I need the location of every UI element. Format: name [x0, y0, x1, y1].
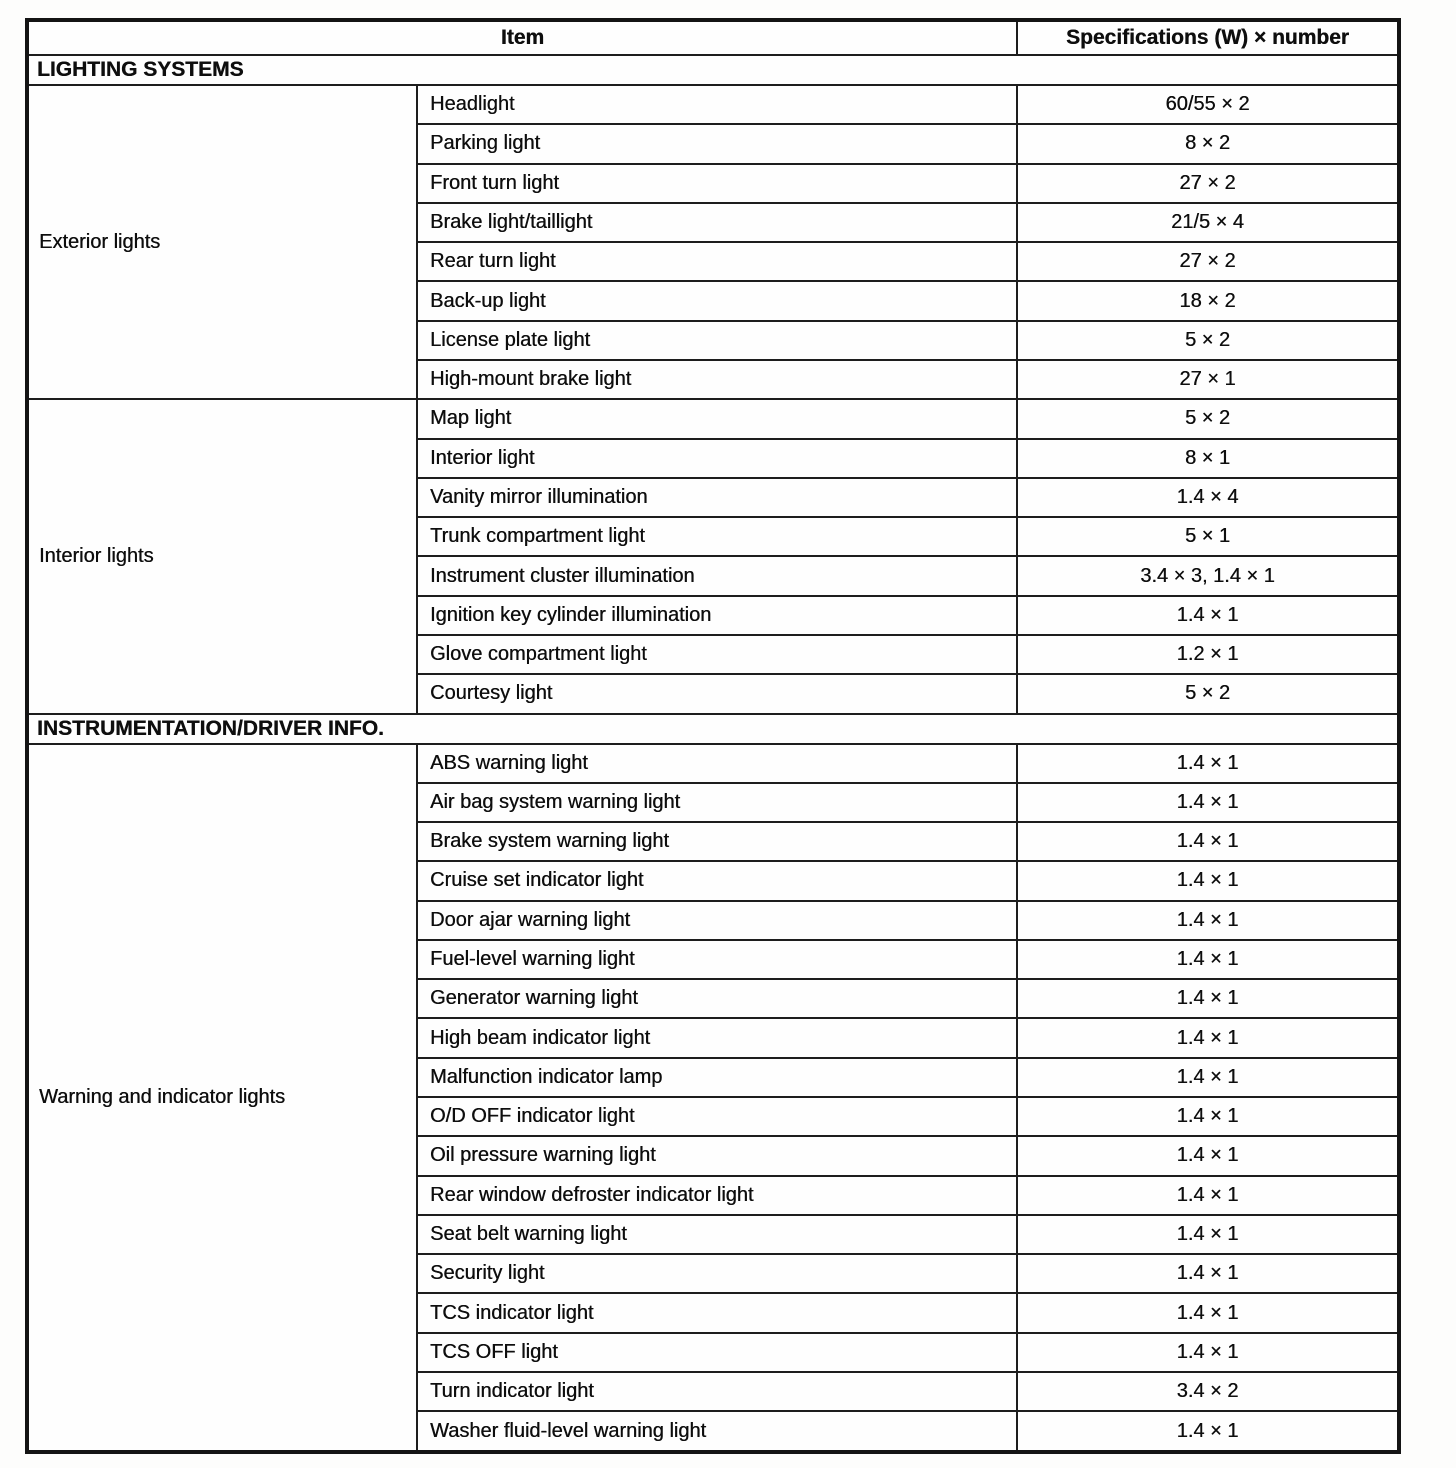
section-header: INSTRUMENTATION/DRIVER INFO.: [27, 714, 1399, 744]
item-cell: Front turn light: [417, 164, 1017, 203]
spec-cell: 60/55 × 2: [1017, 85, 1399, 124]
group-cell: Warning and indicator lights: [27, 744, 417, 1453]
item-cell: O/D OFF indicator light: [417, 1097, 1017, 1136]
spec-cell: 1.4 × 4: [1017, 478, 1399, 517]
spec-cell: 1.4 × 1: [1017, 901, 1399, 940]
spec-cell: 8 × 1: [1017, 439, 1399, 478]
item-cell: License plate light: [417, 321, 1017, 360]
spec-cell: 1.4 × 1: [1017, 744, 1399, 783]
item-cell: Turn indicator light: [417, 1372, 1017, 1411]
item-cell: Rear window defroster indicator light: [417, 1176, 1017, 1215]
item-cell: Cruise set indicator light: [417, 861, 1017, 900]
item-cell: Parking light: [417, 124, 1017, 163]
item-column-header: Item: [27, 20, 1017, 55]
spec-cell: 1.4 × 1: [1017, 783, 1399, 822]
spec-cell: 1.4 × 1: [1017, 1411, 1399, 1452]
item-cell: Glove compartment light: [417, 635, 1017, 674]
item-cell: Security light: [417, 1254, 1017, 1293]
item-cell: Brake system warning light: [417, 822, 1017, 861]
spec-cell: 1.4 × 1: [1017, 1254, 1399, 1293]
item-cell: Rear turn light: [417, 242, 1017, 281]
group-cell: Interior lights: [27, 399, 417, 713]
item-cell: Headlight: [417, 85, 1017, 124]
item-cell: High-mount brake light: [417, 360, 1017, 399]
item-cell: Door ajar warning light: [417, 901, 1017, 940]
item-cell: Vanity mirror illumination: [417, 478, 1017, 517]
spec-cell: 1.4 × 1: [1017, 1097, 1399, 1136]
spec-cell: 5 × 1: [1017, 517, 1399, 556]
table-row: [27, 744, 1399, 783]
item-cell: TCS OFF light: [417, 1333, 1017, 1372]
table-row: [27, 85, 1399, 124]
item-cell: Seat belt warning light: [417, 1215, 1017, 1254]
item-cell: ABS warning light: [417, 744, 1017, 783]
item-cell: Air bag system warning light: [417, 783, 1017, 822]
item-cell: Trunk compartment light: [417, 517, 1017, 556]
spec-cell: 3.4 × 2: [1017, 1372, 1399, 1411]
spec-cell: 5 × 2: [1017, 674, 1399, 713]
spec-cell: 1.4 × 1: [1017, 1215, 1399, 1254]
spec-cell: 1.4 × 1: [1017, 861, 1399, 900]
spec-cell: 1.4 × 1: [1017, 1176, 1399, 1215]
section-header-row: [27, 714, 1399, 744]
spec-cell: 8 × 2: [1017, 124, 1399, 163]
spec-cell: 5 × 2: [1017, 399, 1399, 438]
group-cell: Exterior lights: [27, 85, 417, 399]
spec-cell: 27 × 2: [1017, 164, 1399, 203]
item-cell: Malfunction indicator lamp: [417, 1058, 1017, 1097]
spec-cell: 1.4 × 1: [1017, 1333, 1399, 1372]
item-cell: Instrument cluster illumination: [417, 556, 1017, 595]
item-cell: Generator warning light: [417, 979, 1017, 1018]
table-row: [27, 399, 1399, 438]
spec-cell: 1.4 × 1: [1017, 596, 1399, 635]
item-cell: Map light: [417, 399, 1017, 438]
bulb-spec-table: [25, 18, 1401, 1454]
spec-cell: 1.2 × 1: [1017, 635, 1399, 674]
item-cell: High beam indicator light: [417, 1018, 1017, 1057]
spec-cell: 27 × 1: [1017, 360, 1399, 399]
item-cell: TCS indicator light: [417, 1293, 1017, 1332]
item-cell: Courtesy light: [417, 674, 1017, 713]
item-cell: Brake light/taillight: [417, 203, 1017, 242]
section-header: LIGHTING SYSTEMS: [27, 55, 1399, 85]
item-cell: Back-up light: [417, 281, 1017, 320]
spec-cell: 18 × 2: [1017, 281, 1399, 320]
spec-cell: 1.4 × 1: [1017, 1058, 1399, 1097]
item-cell: Washer fluid-level warning light: [417, 1411, 1017, 1452]
spec-cell: 3.4 × 3, 1.4 × 1: [1017, 556, 1399, 595]
spec-cell: 1.4 × 1: [1017, 1293, 1399, 1332]
section-header-row: [27, 55, 1399, 85]
spec-cell: 1.4 × 1: [1017, 979, 1399, 1018]
spec-cell: 1.4 × 1: [1017, 1018, 1399, 1057]
spec-column-header: Specifications (W) × number: [1017, 20, 1399, 55]
item-cell: Fuel-level warning light: [417, 940, 1017, 979]
spec-cell: 21/5 × 4: [1017, 203, 1399, 242]
item-cell: Ignition key cylinder illumination: [417, 596, 1017, 635]
spec-cell: 27 × 2: [1017, 242, 1399, 281]
spec-cell: 5 × 2: [1017, 321, 1399, 360]
spec-cell: 1.4 × 1: [1017, 822, 1399, 861]
spec-cell: 1.4 × 1: [1017, 940, 1399, 979]
item-cell: Oil pressure warning light: [417, 1136, 1017, 1175]
table-header-row: [27, 20, 1399, 55]
spec-cell: 1.4 × 1: [1017, 1136, 1399, 1175]
table-body: [27, 55, 1399, 1452]
item-cell: Interior light: [417, 439, 1017, 478]
